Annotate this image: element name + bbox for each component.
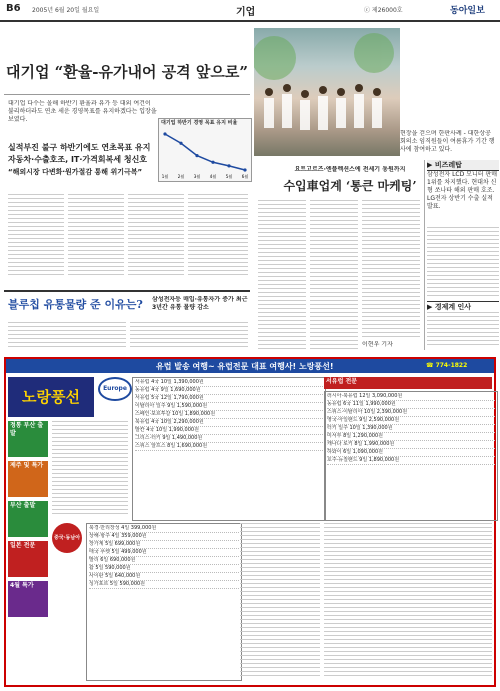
newspaper-header bbox=[0, 0, 500, 22]
side-column-body: 삼성전자 LCD 모니터 판매 1위를 차지했다. 현대차 신형 쏘나타 해외 판매 호조. LG전자 상반기 수출 실적 발표. bbox=[427, 171, 498, 210]
ad-banner-text: 유럽 발송 여행~ 유럽전문 대표 여행사! 노랑풍선! bbox=[156, 362, 334, 371]
tour-line: 사이판 5일 640,000원 bbox=[89, 573, 239, 581]
tour-line: 호주·뉴질랜드 9일 1,890,000원 bbox=[327, 457, 495, 465]
ad-left-notes bbox=[8, 421, 48, 681]
x-tick-label: 5월 bbox=[225, 174, 233, 179]
ad-phone: ☎ 774-1822 bbox=[426, 362, 468, 369]
photo-body-column-1 bbox=[258, 200, 306, 350]
ad-note-4: 일본 전문 bbox=[8, 541, 48, 577]
europe-label: Europe bbox=[103, 385, 127, 392]
divider bbox=[4, 290, 250, 292]
tour-line: 북경·만리장성 4일 399,000원 bbox=[89, 525, 239, 533]
asia-tour-list bbox=[86, 523, 242, 681]
bottom-headline: 블루칩 유통물량 준 이유는? bbox=[8, 298, 143, 311]
tour-line: 상해·항주 4일 359,000원 bbox=[89, 533, 239, 541]
travel-advertisement bbox=[4, 357, 496, 687]
tour-line: 스위스·이탈리아 10일 2,390,000원 bbox=[327, 409, 495, 417]
main-headline-box bbox=[4, 54, 250, 95]
side-column bbox=[424, 160, 499, 350]
ad-banner bbox=[6, 359, 494, 373]
tour-line: 이탈리아 일주 9일 1,590,000원 bbox=[135, 403, 323, 411]
right-tour-list bbox=[324, 391, 498, 521]
main-lead: 대기업 다수는 올해 하반기 환율과 유가 등 대외 여건이 불리하더라도 연초 세운 경영목표를 유지하겠다는 입장을 보였다. bbox=[8, 100, 157, 123]
ad-note-5: 4월 특가 bbox=[8, 581, 48, 617]
tour-line: 발리 6일 690,000원 bbox=[89, 557, 239, 565]
tour-line: 장가계 5일 699,000원 bbox=[89, 541, 239, 549]
tour-line: 영국·아일랜드 9일 2,590,000원 bbox=[327, 417, 495, 425]
ad-right-brand: 서유럽 전문 bbox=[326, 378, 358, 385]
tour-line: 동유럽 6국 11일 1,990,000원 bbox=[327, 401, 495, 409]
side-column-footer: ▶ 경제계 인사 bbox=[427, 301, 499, 312]
ad-brand-block bbox=[8, 377, 94, 417]
main-subheads bbox=[8, 142, 158, 178]
issue-date: 2005년 6월 20일 월요일 bbox=[32, 7, 100, 14]
bottom-subhead: 삼성전자등 매입·유통자가 증가 최근 3년간 유통 물량 감소 bbox=[152, 296, 248, 311]
main-body-column-3 bbox=[128, 194, 184, 278]
side-column-footer-text bbox=[427, 312, 499, 348]
bottom-body-left bbox=[8, 322, 126, 350]
data-point bbox=[227, 164, 230, 167]
side-column-header: ▶ 비즈레탑 bbox=[427, 160, 499, 171]
ad-brand: 노랑풍선 bbox=[22, 388, 80, 406]
europe-tour-list bbox=[132, 377, 326, 521]
tour-line: 괌 5일 590,000원 bbox=[89, 565, 239, 573]
ad-note-1: 정통 부산 출발 bbox=[8, 421, 48, 457]
section-title: 기업 bbox=[236, 7, 256, 18]
data-point bbox=[179, 142, 182, 145]
bottom-body-right bbox=[130, 322, 248, 350]
ad-right-header bbox=[324, 377, 492, 389]
main-body-column-2 bbox=[68, 194, 124, 278]
photo-body-column-3 bbox=[362, 200, 420, 340]
x-tick-label: 1월 bbox=[161, 174, 169, 179]
tour-line: 러시아·북유럽 12일 3,090,000원 bbox=[327, 393, 495, 401]
ad-note-2: 제주 및 특가 bbox=[8, 461, 48, 497]
chart-caption: 대기업 하반기 경영 목표 유지 비율 bbox=[161, 120, 238, 126]
asia-label: 중국·동남아 bbox=[53, 535, 81, 541]
side-column-more bbox=[427, 227, 499, 297]
ad-fineprint-left bbox=[52, 421, 128, 517]
main-body-column-4 bbox=[188, 194, 248, 278]
x-tick-label: 3월 bbox=[193, 174, 201, 179]
chart-plot bbox=[159, 128, 251, 180]
tour-line: 싱가포르 5일 590,000원 bbox=[89, 581, 239, 589]
tour-line: 그리스·터키 9일 1,490,000원 bbox=[135, 435, 323, 443]
tour-line: 태국 푸켓 5일 499,000원 bbox=[89, 549, 239, 557]
tour-line: 캐나다 로키 8일 1,990,000원 bbox=[327, 441, 495, 449]
tour-line: 스페인·포르투갈 10일 1,890,000원 bbox=[135, 411, 323, 419]
crowd-photo-illustration bbox=[254, 28, 400, 156]
subhead-1: 실적부진 불구 하반기에도 연초목표 유지 bbox=[8, 143, 151, 152]
page-number: B6 bbox=[6, 3, 21, 14]
photo-article-kicker: 요트고르즈·엔플렉션스에 전세기 동원까지 bbox=[294, 166, 406, 173]
data-point bbox=[195, 154, 198, 157]
tour-line: 미서부 8일 1,290,000원 bbox=[327, 433, 495, 441]
issue-number: ⓒ 제26000호 bbox=[364, 7, 403, 14]
photo-body-column-2 bbox=[310, 200, 358, 350]
main-body-column-1 bbox=[8, 194, 64, 278]
chart-box bbox=[158, 118, 252, 182]
series-line bbox=[165, 134, 245, 170]
main-headline: 대기업 “환율-유가내어 공격 앞으로” bbox=[5, 63, 248, 81]
tour-line: 북유럽 4국 10일 2,290,000원 bbox=[135, 419, 323, 427]
newspaper-logo: 동아일보 bbox=[450, 6, 485, 16]
data-point bbox=[211, 161, 214, 164]
ad-fineprint-middle bbox=[240, 523, 320, 677]
europe-badge bbox=[98, 377, 132, 401]
data-point bbox=[163, 132, 166, 135]
tour-line: 서유럽 5국 12일 1,790,000원 bbox=[135, 395, 323, 403]
subhead-3: “해외시장 다변화·원가절감 통해 위기극복” bbox=[8, 168, 143, 176]
x-tick-label: 2월 bbox=[177, 174, 185, 179]
tour-line: 하와이 6일 1,090,000원 bbox=[327, 449, 495, 457]
x-tick-label: 6월 bbox=[241, 174, 249, 179]
ad-fineprint-right bbox=[324, 523, 492, 677]
data-point bbox=[243, 168, 246, 171]
subhead-2: 자동차·수출호조, IT·가격회복세 청신호 bbox=[8, 155, 148, 164]
photo-article-headline: 수입車업계 ‘통큰 마케팅’ bbox=[283, 179, 417, 193]
photo-article-byline: 이현우 기자 bbox=[362, 341, 393, 348]
photo-caption: 현장을 걷으며 한판사례 - 대한상공회의소 임직원들이 여름휴가 기간 행사에 참여하고 있다. bbox=[400, 130, 495, 153]
tour-line: 서유럽 4국 10일 1,390,000원 bbox=[135, 379, 323, 387]
tour-line: 스위스 알프스 8일 1,690,000원 bbox=[135, 443, 323, 451]
tour-line: 동유럽 4국 9일 1,690,000원 bbox=[135, 387, 323, 395]
x-tick-label: 4월 bbox=[209, 174, 217, 179]
tour-line: 터키 일주 10일 1,390,000원 bbox=[327, 425, 495, 433]
asia-badge bbox=[52, 523, 82, 553]
tour-line: 발칸 4국 10일 1,990,000원 bbox=[135, 427, 323, 435]
crowd-photo bbox=[254, 28, 400, 156]
ad-note-3: 부산 출발 bbox=[8, 501, 48, 537]
